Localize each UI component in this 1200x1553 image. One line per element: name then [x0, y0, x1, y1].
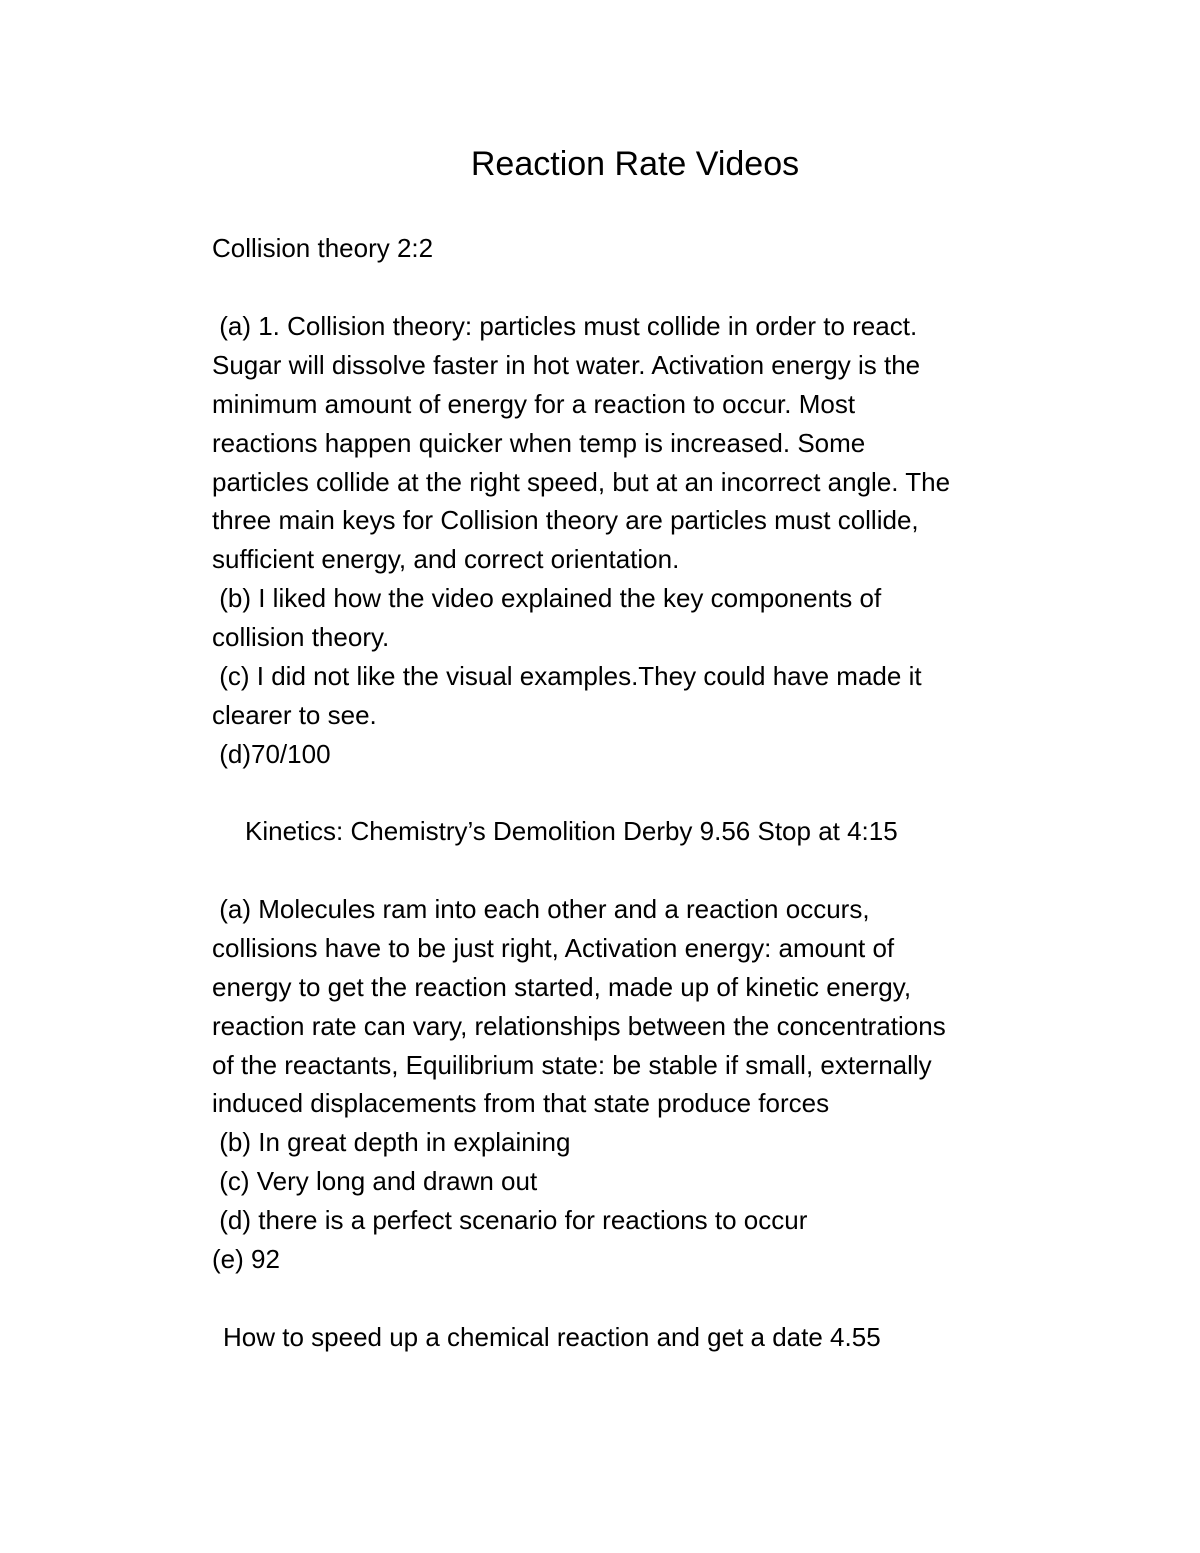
- body-line: (b) In great depth in explaining: [212, 1127, 571, 1158]
- body-line: (a) Molecules ram into each other and a reaction occurs,: [212, 894, 870, 924]
- body-line: three main keys for Collision theory are particles must collide,: [212, 505, 919, 536]
- section-body-collision-theory: [212, 307, 1072, 774]
- body-line: sufficient energy, and correct orientation.: [212, 544, 680, 575]
- section-heading-text: Kinetics: Chemistry’s Demolition Derby 9.56 Stop at 4:15: [245, 816, 898, 846]
- body-line: (c) Very long and drawn out: [212, 1166, 538, 1197]
- section-body-kinetics: [212, 890, 1072, 1279]
- section-heading-speed-up-reaction: [223, 1318, 1083, 1357]
- section-heading-text: How to speed up a chemical reaction and get a date 4.55: [223, 1322, 881, 1352]
- body-line: (d)70/100: [212, 738, 331, 769]
- body-line: (e) 92: [212, 1244, 280, 1275]
- section-heading-kinetics: [245, 812, 1105, 851]
- page-title: Reaction Rate Videos: [470, 145, 800, 183]
- section-heading-collision-theory: [212, 229, 1072, 268]
- body-line: clearer to see.: [212, 699, 377, 730]
- body-line: minimum amount of energy for a reaction to occur. Most: [212, 388, 856, 419]
- section-heading-text: Collision theory 2:2: [212, 233, 434, 263]
- body-line: of the reactants, Equilibrium state: be stable if small, externally: [212, 1049, 932, 1080]
- body-line: collision theory.: [212, 622, 390, 653]
- body-line: reaction rate can vary, relationships between the concentrations: [212, 1010, 946, 1041]
- body-line: particles collide at the right speed, but at an incorrect angle. The: [212, 466, 951, 497]
- body-line: energy to get the reaction started, made up of kinetic energy,: [212, 971, 912, 1002]
- body-line: induced displacements from that state produce forces: [212, 1088, 830, 1119]
- body-line: (a) 1. Collision theory: particles must collide in order to react.: [212, 311, 918, 341]
- body-line: collisions have to be just right, Activation energy: amount of: [212, 932, 895, 963]
- body-line: Sugar will dissolve faster in hot water. Activation energy is the: [212, 349, 921, 380]
- body-line: (c) I did not like the visual examples.They could have made it: [212, 661, 922, 692]
- body-line: (b) I liked how the video explained the key components of: [212, 583, 882, 614]
- body-line: reactions happen quicker when temp is increased. Some: [212, 427, 866, 458]
- body-line: (d) there is a perfect scenario for reactions to occur: [212, 1205, 808, 1236]
